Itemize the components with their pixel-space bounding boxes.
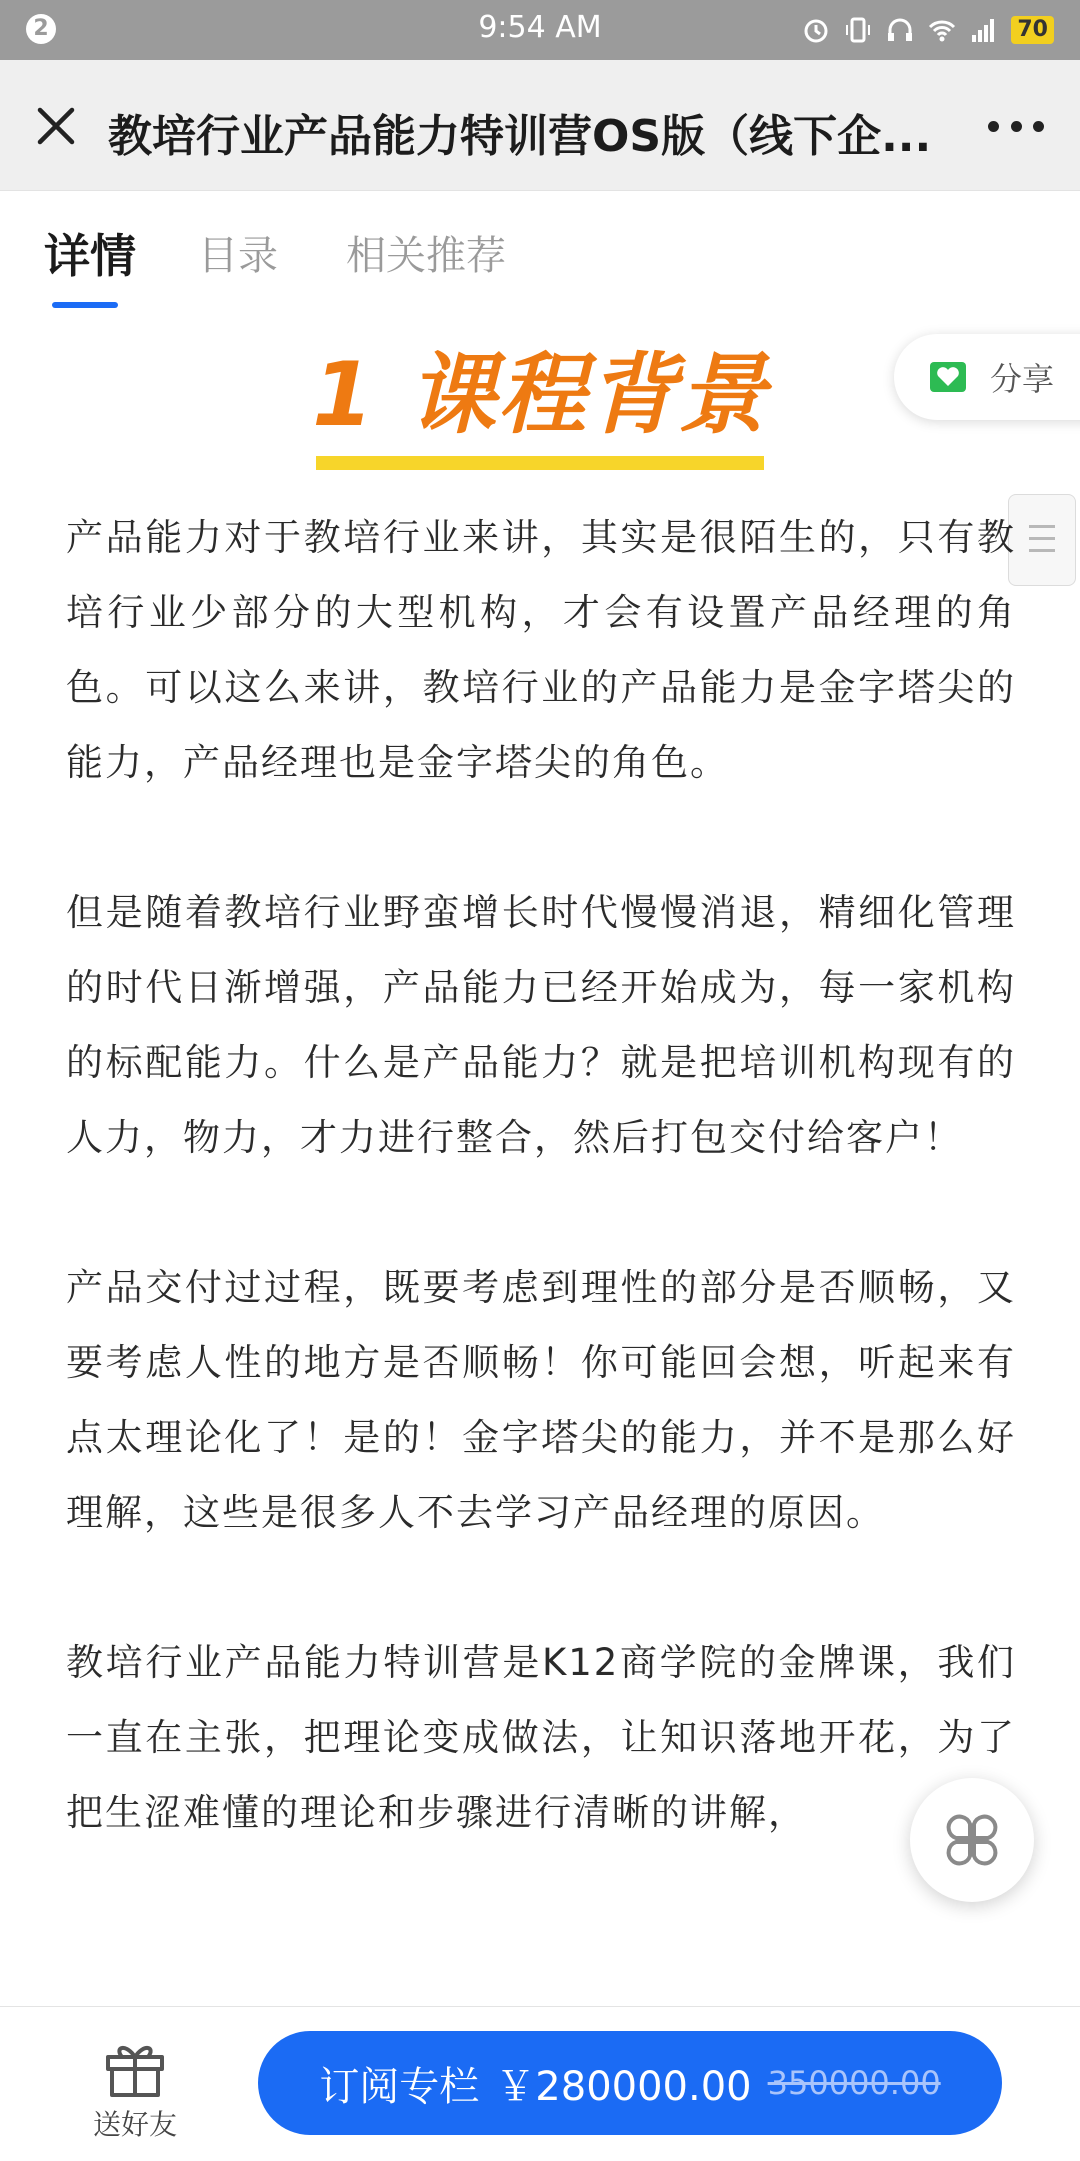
active-tab-indicator (52, 302, 118, 308)
battery-indicator: 70 (1011, 16, 1054, 44)
paragraph: 教培行业产品能力特训营是K12商学院的金牌课，我们一直在主张，把理论变成做法，让知识落地开花，为了把生涩难懂的理论和步骤进行清晰的讲解， (66, 1641, 1016, 1834)
notification-count-badge: 2 (26, 14, 56, 44)
alarm-icon (801, 15, 831, 45)
status-bar (0, 0, 1080, 60)
subscribe-label: 订阅专栏 (319, 2063, 480, 2110)
close-icon[interactable] (28, 98, 84, 154)
paragraph: 但是随着教培行业野蛮增长时代慢慢消退，精细化管理的时代日渐增强，产品能力已经开始成为，每一家机构的标配能力。什么是产品能力？就是把培训机构现有的人力，物力，才力进行整合，然后打包交付给客户！ (66, 891, 1016, 1159)
signal-icon (969, 15, 999, 45)
original-price: 350000.00 (767, 2064, 941, 2102)
heading-underline (316, 456, 764, 470)
page-title: 教培行业产品能力特训营OS版（线下企... (108, 111, 932, 160)
scroll-handle[interactable] (1008, 494, 1076, 586)
gift-label: 送好友 (92, 2108, 177, 2141)
floating-menu-button[interactable] (910, 1778, 1034, 1902)
paragraph: 产品交付过过程，既要考虑到理性的部分是否顺畅，又要考虑人性的地方是否顺畅！你可能回会想，听起来有点太理论化了！是的！金字塔尖的能力，并不是那么好理解，这些是很多人不去学习产品经理的原因。 (66, 1266, 1016, 1534)
tab-details[interactable]: 详情 (44, 229, 136, 283)
wifi-icon (927, 15, 957, 45)
handle-line (1029, 537, 1055, 540)
article-content (66, 500, 1016, 1925)
bottom-bar (0, 2006, 1080, 2161)
gift-friend-button[interactable] (90, 2037, 180, 2143)
paragraph: 产品能力对于教培行业来讲，其实是很陌生的，只有教培行业少部分的大型机构，才会有设置产品经理的角色。可以这么来讲，教培行业的产品能力是金字塔尖的能力，产品经理也是金字塔尖的角色。 (66, 516, 1016, 784)
tab-catalog[interactable]: 目录 (198, 233, 278, 279)
subscribe-price: ￥280000.00 (495, 2063, 752, 2110)
clover-menu-icon (910, 1778, 1034, 1902)
section-heading (0, 340, 1080, 450)
handle-line (1029, 525, 1055, 528)
tab-recommendations[interactable]: 相关推荐 (346, 233, 506, 279)
more-options-button[interactable] (988, 114, 1044, 138)
status-icons (801, 12, 1054, 48)
share-label: 分享 (990, 360, 1055, 398)
headset-icon (885, 15, 915, 45)
section-heading-text: 1 课程背景 (312, 343, 768, 446)
subscribe-button[interactable] (258, 2031, 1002, 2135)
more-dot-icon (988, 121, 999, 132)
gift-icon (102, 2037, 168, 2099)
more-dot-icon (1011, 121, 1022, 132)
handle-line (1029, 549, 1055, 552)
tab-bar (0, 190, 1080, 310)
title-bar (0, 60, 1080, 191)
more-dot-icon (1033, 121, 1044, 132)
status-time: 9:54 AM (478, 10, 602, 45)
vibrate-icon (843, 15, 873, 45)
